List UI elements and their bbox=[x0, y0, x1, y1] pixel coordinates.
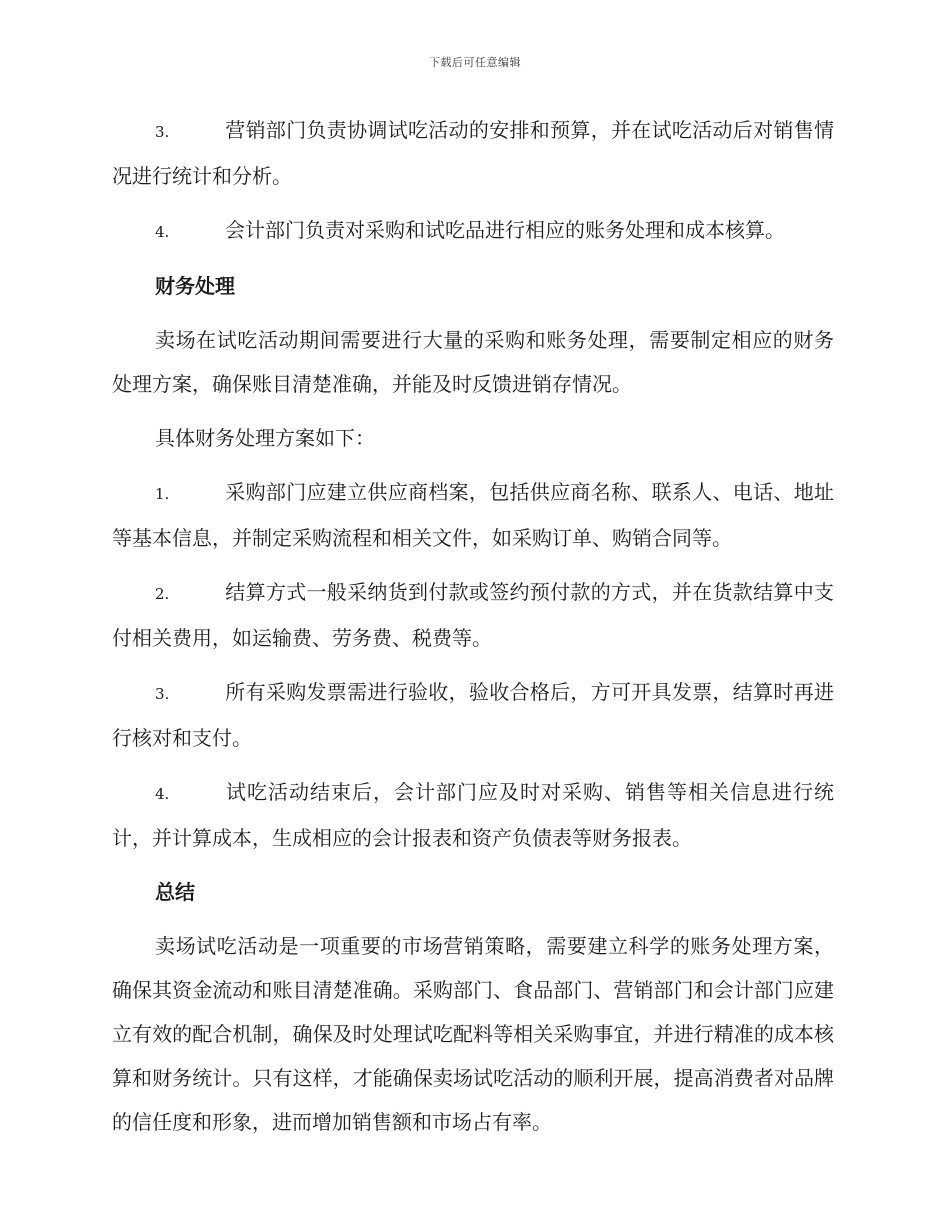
header-note: 下载后可任意编辑 bbox=[429, 56, 521, 69]
list-item-supplier-archive bbox=[112, 470, 834, 560]
section-heading-finance: 财务处理 bbox=[155, 274, 235, 298]
list-item-text: 营销部门负责协调试吃活动的安排和预算，并在试吃活动后对销售情况进行统计和分析。 bbox=[112, 118, 834, 188]
paragraph-finance-intro: 卖场在试吃活动期间需要进行大量的采购和账务处理，需要制定相应的财务处理方案，确保账目清楚准确，并能及时反馈进销存情况。 bbox=[112, 328, 834, 396]
paragraph-summary: 卖场试吃活动是一项重要的市场营销策略，需要建立科学的账务处理方案，确保其资金流动和账目清楚准确。采购部门、食品部门、营销部门和会计部门应建立有效的配合机制，确保及时处理试吃配料等相关采购事宜，并进行精准的成本核算和财务统计。只有这样，才能确保卖场试吃活动的顺利开展，提高消费者对品牌的信任度和形象，进而增加销售额和市场占有率。 bbox=[112, 934, 834, 1134]
list-item-number: 1. bbox=[155, 485, 170, 503]
list-item-post-activity-report bbox=[112, 770, 834, 860]
list-item-text: 所有采购发票需进行验收，验收合格后，方可开具发票，结算时再进行核对和支付。 bbox=[112, 680, 834, 750]
document-body bbox=[112, 108, 834, 1154]
list-item-invoice-check bbox=[112, 670, 834, 760]
list-item-settlement bbox=[112, 570, 834, 660]
list-item-text: 采购部门应建立供应商档案，包括供应商名称、联系人、电话、地址等基本信息，并制定采购流程和相关文件，如采购订单、购销合同等。 bbox=[112, 480, 834, 550]
list-item-marketing bbox=[112, 108, 834, 198]
list-item-text: 会计部门负责对采购和试吃品进行相应的账务处理和成本核算。 bbox=[225, 218, 785, 242]
list-item-number: 4. bbox=[155, 223, 170, 241]
list-item-text: 结算方式一般采纳货到付款或签约预付款的方式，并在货款结算中支付相关费用，如运输费、劳务费、税费等。 bbox=[112, 580, 834, 650]
paragraph-finance-plan-lead: 具体财务处理方案如下： bbox=[155, 426, 375, 450]
list-item-number: 4. bbox=[155, 785, 170, 803]
list-item-number: 3. bbox=[155, 123, 170, 141]
section-heading-summary: 总结 bbox=[155, 880, 195, 904]
list-item-accounting bbox=[112, 208, 834, 254]
list-item-number: 3. bbox=[155, 685, 170, 703]
list-item-text: 试吃活动结束后，会计部门应及时对采购、销售等相关信息进行统计，并计算成本，生成相应的会计报表和资产负债表等财务报表。 bbox=[112, 780, 834, 850]
list-item-number: 2. bbox=[155, 585, 170, 603]
